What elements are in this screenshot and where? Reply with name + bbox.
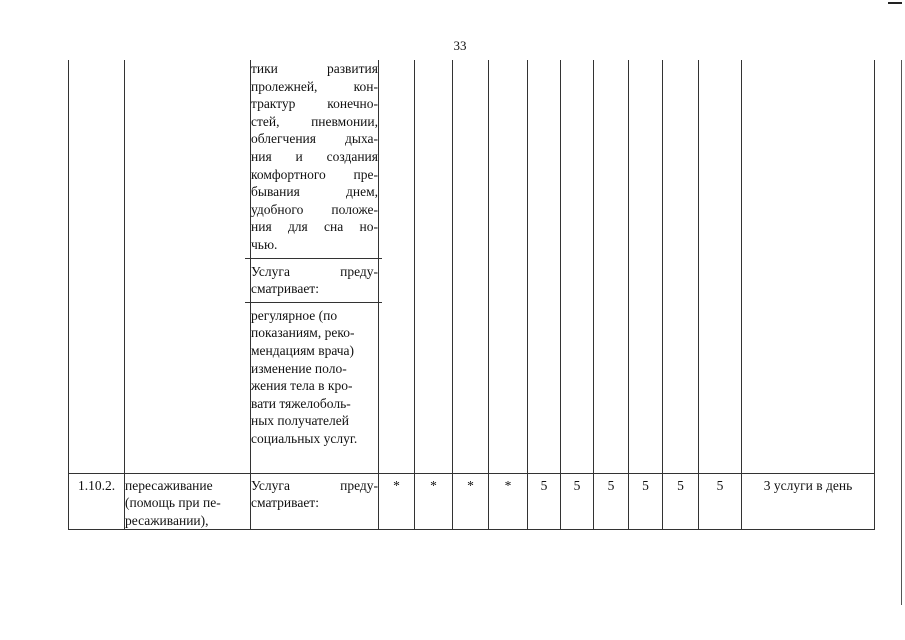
value-cell xyxy=(663,60,699,473)
service-name-line: пересаживание xyxy=(125,477,213,493)
description-line: комфортного пре- xyxy=(251,166,378,182)
provision-label-line: Услуга преду- xyxy=(251,263,378,279)
provision-detail-line: ных получателей xyxy=(251,413,349,429)
description-line: тики развития xyxy=(251,61,378,76)
value-cell: * xyxy=(415,473,453,530)
cell-description xyxy=(251,60,379,473)
provision-detail-line: социальных услуг. xyxy=(251,430,358,446)
value-cell: 5 xyxy=(561,473,594,530)
cell-divider xyxy=(245,302,382,303)
description-line: ния для сна но- xyxy=(251,219,378,235)
value-cell: * xyxy=(379,473,415,530)
page-number: 33 xyxy=(453,38,467,53)
provision-detail-line: изменение поло- xyxy=(251,360,347,376)
provision-line: сматривает: xyxy=(251,495,319,511)
value-cell: 5 xyxy=(629,473,663,530)
provision-line: Услуга преду- xyxy=(251,477,378,493)
value-cell: 5 xyxy=(594,473,629,530)
value-cell xyxy=(528,60,561,473)
norm-value: 3 услуги в день xyxy=(742,473,875,530)
value-cell: 5 xyxy=(528,473,561,530)
service-name-line: (помощь при пе- xyxy=(125,495,221,511)
provision-detail-line: мендациям врача) xyxy=(251,342,355,358)
value-cell xyxy=(453,60,489,473)
row-1-10-2 xyxy=(69,473,875,530)
value-cell xyxy=(489,60,528,473)
service-provision xyxy=(251,473,379,530)
description-line: пролежней, кон- xyxy=(251,78,378,94)
value-cell xyxy=(629,60,663,473)
description-line: стей, пневмонии, xyxy=(251,113,378,129)
continuation-row xyxy=(69,60,875,473)
provision-detail-line: показаниям, реко- xyxy=(251,325,355,341)
value-cell xyxy=(699,60,742,473)
provision-detail-line: вати тяжелоболь- xyxy=(251,395,351,411)
description-line: ния и создания xyxy=(251,148,378,164)
scan-corner-mark xyxy=(888,2,902,4)
value-cell xyxy=(379,60,415,473)
value-cell xyxy=(561,60,594,473)
service-name-line: ресаживании), xyxy=(125,512,209,528)
value-cell xyxy=(415,60,453,473)
value-cell: * xyxy=(453,473,489,530)
value-cell: * xyxy=(489,473,528,530)
provision-label-line: сматривает: xyxy=(251,281,319,297)
provision-detail-line: жения тела в кро- xyxy=(251,378,353,394)
description-line: бывания днем, xyxy=(251,184,378,200)
value-cell: 5 xyxy=(663,473,699,530)
row-number: 1.10.2. xyxy=(69,473,125,530)
cell-name-empty xyxy=(125,60,251,473)
services-table xyxy=(68,60,875,530)
scan-edge-line xyxy=(901,60,902,605)
description-line: облегчения дыха- xyxy=(251,131,378,147)
cell-number-empty xyxy=(69,60,125,473)
description-line: удобного положе- xyxy=(251,201,378,217)
cell-divider xyxy=(245,258,382,259)
description-line: чью. xyxy=(251,236,278,252)
provision-detail-line: регулярное (по xyxy=(251,307,338,323)
value-cell xyxy=(594,60,629,473)
norm-cell xyxy=(742,60,875,473)
value-cell: 5 xyxy=(699,473,742,530)
description-line: трактур конечно- xyxy=(251,96,378,112)
service-name xyxy=(125,473,251,530)
